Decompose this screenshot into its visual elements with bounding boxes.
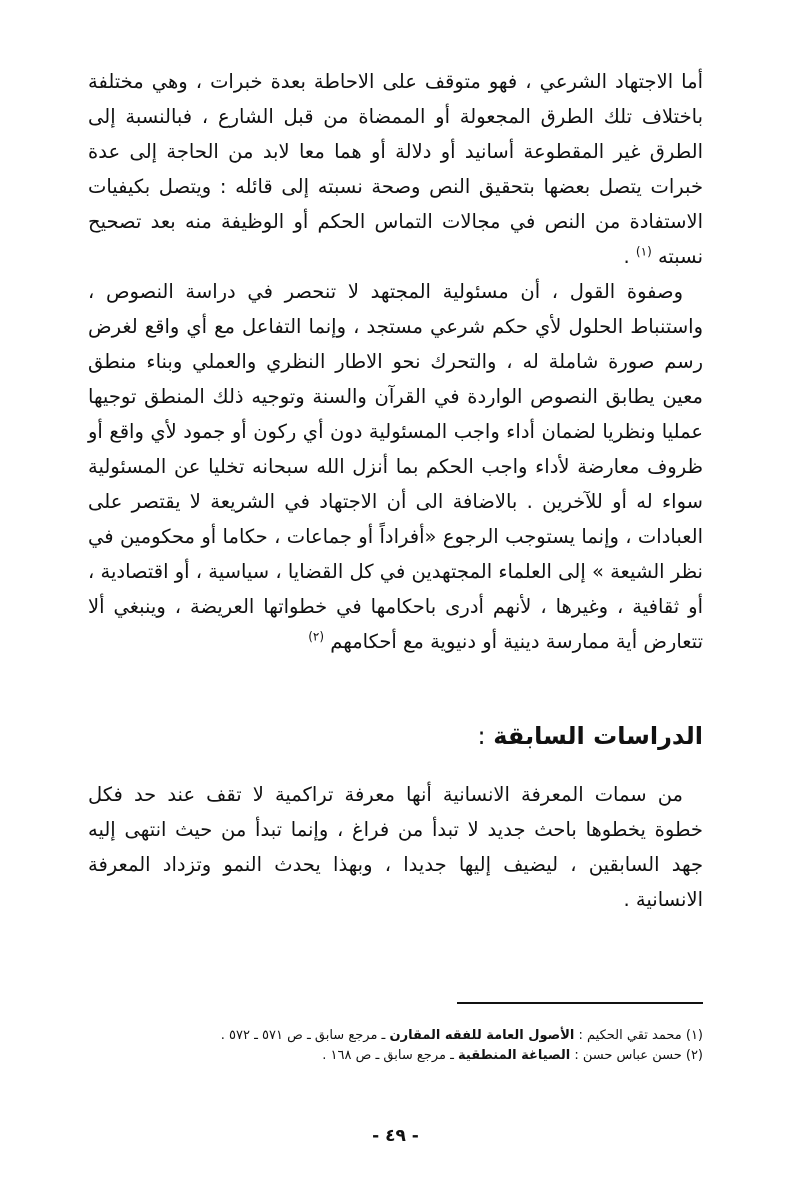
paragraph-1-text: أما الاجتهاد الشرعي ، فهو متوقف على الاحاطة بعدة خبرات ، وهي مختلفة باختلاف تلك الطرق المجعولة أو الممضاة من قبل الشارع ، فبالنسبة إلى الطرق غير المقطوعة أسانيد أو دلالة أو هما معا لابد من الحاجة إلى عدة خبرات يتصل بعضها بتحقيق النص وصحة نسبته إلى قائله : ويتصل بكيفيات الاستفادة من النص في مجالات التماس الحكم أو الوظيفة منه بعد تصحيح نسبته (88, 70, 703, 268)
paragraph-2-text: وصفوة القول ، أن مسئولية المجتهد لا تنحصر في دراسة النصوص ، واستنباط الحلول لأي حكم شرعي مستجد ، وإنما التفاعل مع أي واقع لغرض رسم صورة شاملة له ، والتحرك نحو الاطار النظري والعملي وبناء منطق معين يطابق النصوص الواردة في القرآن والسنة وتوجيه ذلك المنطق توجيها عمليا ونظريا لضمان أداء واجب المسئولية دون أي ركون أو جمود لأي واقع أو ظروف معارضة لأداء واجب الحكم بما أنزل الله سبحانه تخليا عن المسئولية سواء له أو للآخرين . بالاضافة الى أن الاجتهاد في الشريعة لا يقتصر على العبادات ، وإنما يستوجب الرجوع «أفراداً أو جماعات ، حكاما أو محكومين في نظر الشيعة » إلى العلماء المجتهدين في كل القضايا ، سياسية ، أو اقتصادية ، أو ثقافية ، وغيرها ، لأنهم أدرى باحكامها في خطواتها العريضة ، وينبغي ألا تتعارض أية ممارسة دينية أو دنيوية مع أحكامهم (88, 280, 703, 653)
page-number: - ٤٩ - (372, 1126, 419, 1146)
section-heading-text: الدراسات السابقة (493, 722, 703, 750)
paragraph-3-text: من سمات المعرفة الانسانية أنها معرفة تراكمية لا تقف عند حد فكل خطوة يخطوها باحث جديد لا تبدأ من فراغ ، وإنما تبدأ من حيث انتهى إليه جهد السابقين ، ليضيف إليها جديدا ، وبهذا يحدث النمو وتزداد المعرفة الانسانية . (88, 783, 703, 911)
paragraph-summary (88, 274, 703, 659)
section-heading-colon: : (477, 722, 494, 750)
footnote-divider (457, 1002, 703, 1004)
paragraph-previous-studies (88, 777, 703, 917)
paragraph-ijtihad (88, 64, 703, 274)
page-body (88, 64, 703, 917)
footnote-1-ref: ـ مرجع سابق ـ ص ٥٧١ ـ ٥٧٢ . (220, 1028, 390, 1043)
footnote-2 (88, 1046, 703, 1066)
footnote-2-ref: ـ مرجع سابق ـ ص ١٦٨ . (322, 1048, 459, 1063)
footnote-1-author: (١) محمد تقي الحكيم : (574, 1028, 703, 1043)
footnote-ref-2: (٢) (308, 629, 325, 644)
section-heading (88, 719, 703, 753)
footnote-1-title: الأصول العامة للفقه المقارن (389, 1028, 575, 1043)
footnote-1 (88, 1026, 703, 1046)
footnote-ref-1: (١) (635, 244, 652, 259)
footnote-2-author: (٢) حسن عباس حسن : (570, 1048, 703, 1063)
footnotes (88, 1002, 703, 1066)
footnote-2-title: الصياغة المنطقية (458, 1048, 571, 1063)
paragraph-1-end: . (623, 245, 636, 268)
